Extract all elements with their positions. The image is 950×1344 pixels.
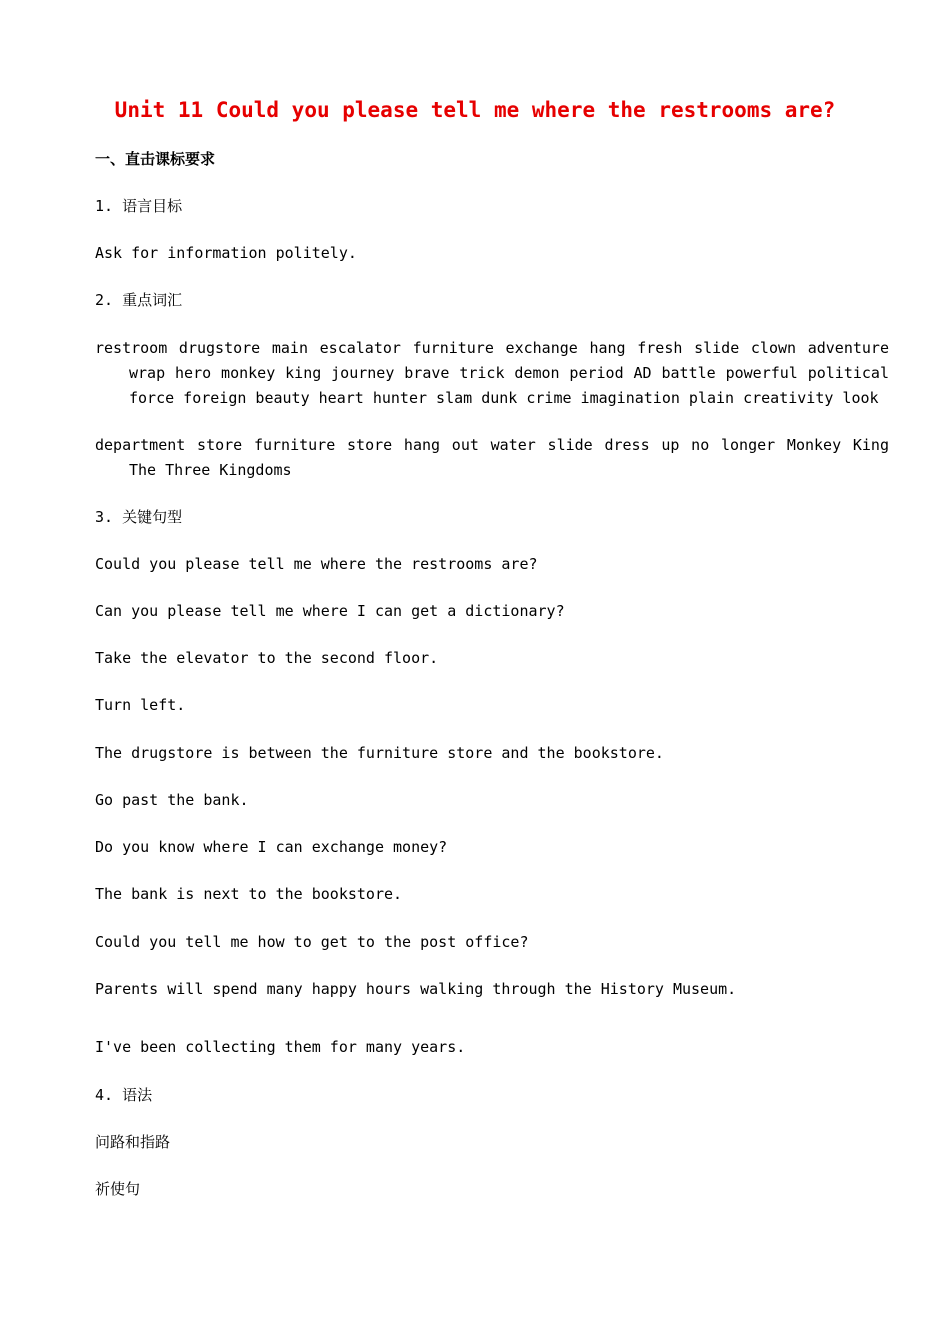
vocab-phrases: department store furniture store hang out water slide dress up no longer Monkey King The Three Kingdoms xyxy=(95,436,889,479)
sentence-line: The bank is next to the bookstore. xyxy=(95,885,403,903)
vocab-words: restroom drugstore main escalator furniture exchange hang fresh slide clown adventure wrap hero monkey king journey brave trick demon period AD battle powerful political force foreign beauty heart hunter slam dunk crime imagination plain creativity look xyxy=(95,339,889,407)
sentence-line: Parents will spend many happy hours walking through the History Museum. xyxy=(95,980,737,998)
sentence-line: Take the elevator to the second floor. xyxy=(95,649,439,667)
document-title: Unit 11 Could you please tell me where the restrooms are? xyxy=(114,98,836,122)
sentence-line: Go past the bank. xyxy=(95,791,249,809)
sentence-line: Turn left. xyxy=(95,696,186,714)
vocab-heading: 2. 重点词汇 xyxy=(95,291,183,309)
language-goal-heading: 1. 语言目标 xyxy=(95,197,183,215)
sentences-heading: 3. 关键句型 xyxy=(95,508,183,526)
grammar-item: 祈使句 xyxy=(95,1180,141,1198)
sentence-line: The drugstore is between the furniture store and the bookstore. xyxy=(95,744,664,762)
sentence-line: Could you tell me how to get to the post office? xyxy=(95,933,529,951)
sentence-line: Do you know where I can exchange money? xyxy=(95,838,448,856)
grammar-heading: 4. 语法 xyxy=(95,1086,153,1104)
sentence-line: Could you please tell me where the restrooms are? xyxy=(95,555,538,573)
sentence-line: I've been collecting them for many years. xyxy=(95,1038,466,1056)
language-goal-text: Ask for information politely. xyxy=(95,244,357,262)
grammar-item: 问路和指路 xyxy=(95,1133,171,1151)
sentence-line: Can you please tell me where I can get a dictionary? xyxy=(95,602,565,620)
section-heading: 一、直击课标要求 xyxy=(95,150,216,168)
